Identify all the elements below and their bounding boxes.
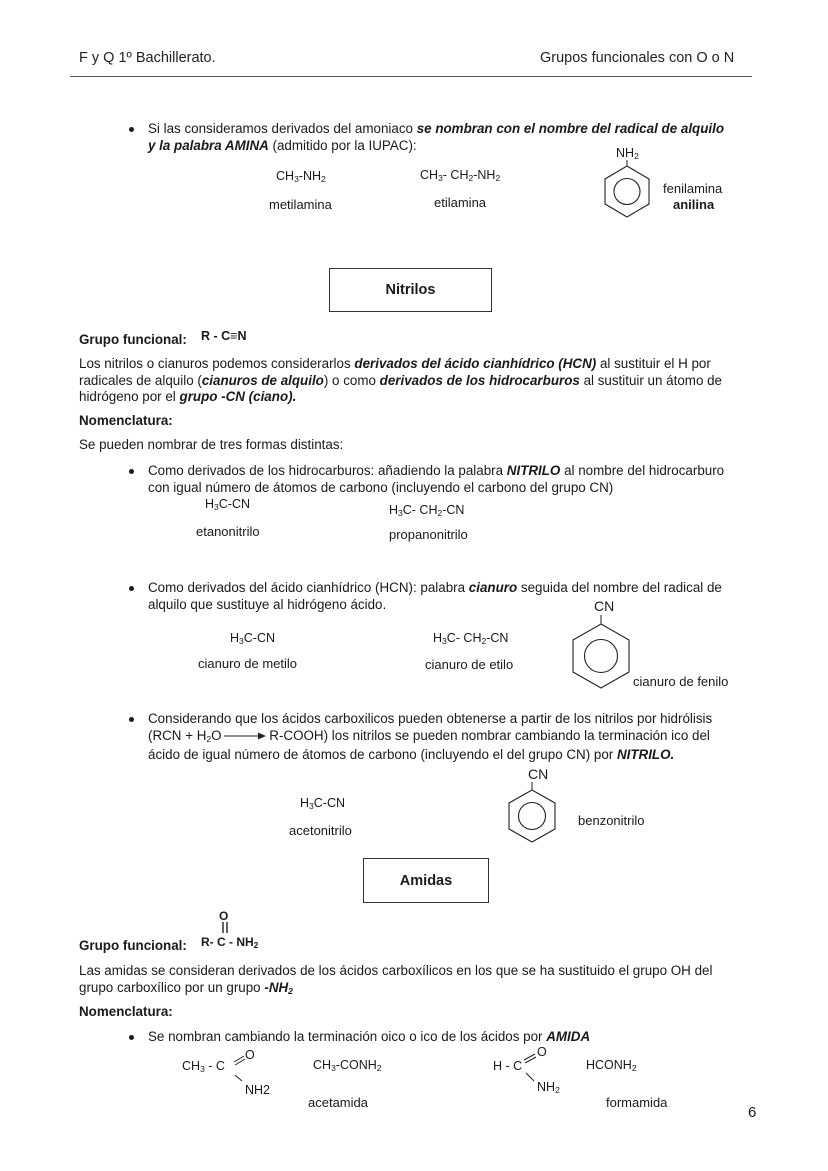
name-cianuro-fenilo: cianuro de fenilo (633, 674, 729, 689)
emphasis-text: se nombran con el nombre del radical de alquilo (416, 121, 725, 136)
grupo-funcional-formula: R- C - $NH_2$ (201, 935, 259, 950)
bullet-icon (129, 469, 134, 474)
forma2-paragraph: Como derivados del ácido cianhídrico (HCN): palabra cianuro seguida del nombre del radical de alquilo que sustituye al hidrógeno ácido. (148, 580, 722, 612)
name-acetonitrilo: acetonitrilo (289, 823, 352, 838)
grupo-funcional-formula: R - C≡N (201, 329, 247, 343)
header-left-title: F y Q 1º Bachillerato. (79, 50, 216, 66)
header-right-title: Grupos funcionales con O o N (540, 50, 735, 66)
nomenclatura-heading: Nomenclatura: (79, 1004, 173, 1019)
nitrilos-intro-paragraph: Los nitrilos o cianuros podemos considerarlos derivados del ácido cianhídrico (HCN) al sustituir el H por radicales de alquilo (cianuros de alquilo) o como derivados de los hidrocarburos al sustituir un átomo de hidrógeno por el grupo -CN (ciano). (79, 356, 723, 404)
name-etanonitrilo: etanonitrilo (196, 524, 260, 539)
acetamida-oxygen: O (245, 1048, 255, 1062)
formamida-oxygen: O (537, 1045, 547, 1059)
formula-cianuro-metilo: $H_3C-CN$ (230, 631, 276, 646)
benzene-ring-icon (571, 615, 633, 691)
emphasis-text: y la palabra AMINA (148, 137, 269, 153)
bullet-icon (129, 1035, 134, 1040)
benzene-ring-icon (600, 160, 656, 220)
double-bond-icon (221, 922, 229, 934)
name-formamida: formamida (606, 1095, 668, 1110)
name-etilamina: etilamina (434, 195, 487, 210)
formula-formamida-condensed: $HCONH_2$ (586, 1058, 637, 1073)
formula-etanonitrilo: $H_3C-CN$ (205, 497, 251, 512)
grupo-funcional-label: Grupo funcional: (79, 938, 187, 953)
bullet-icon (129, 717, 134, 722)
name-benzonitrilo: benzonitrilo (578, 813, 645, 828)
header-rule (70, 76, 752, 77)
name-cianuro-etilo: cianuro de etilo (425, 657, 514, 672)
aniline-substituent: $NH_2$ (616, 146, 639, 161)
formas-text: Se pueden nombrar de tres formas distintas: (79, 437, 344, 452)
formula-cianuro-etilo: $H_3C-$ $CH_2-CN$ (433, 631, 509, 646)
formamida-nh2: $NH_2$ (537, 1080, 560, 1095)
formula-metilamina: $CH_3-NH_2$ (276, 169, 326, 184)
amidas-bullet-paragraph: Se nombran cambiando la terminación oico o ico de los ácidos por AMIDA (148, 1029, 591, 1044)
formula-acetonitrilo: $H_3C-CN$ (300, 796, 346, 811)
bullet-icon (129, 127, 134, 132)
reaction-arrow-icon (222, 731, 266, 741)
amidas-intro-paragraph: Las amidas se consideran derivados de los ácidos carboxílicos en los que se ha sustituido el grupo OH del grupo carboxílico por un grupo $-NH_2$ (79, 963, 713, 996)
page-number: 6 (748, 1104, 757, 1121)
name-cianuro-metilo: cianuro de metilo (198, 656, 297, 671)
formula-etilamina: $CH_3-$ $CH_2-NH_2$ (420, 168, 501, 183)
formula-acetamida-condensed: $CH_3-CONH_2$ (313, 1058, 382, 1073)
bullet-icon (129, 586, 134, 591)
name-acetamida: acetamida (308, 1095, 368, 1110)
grupo-funcional-label: Grupo funcional: (79, 332, 187, 347)
forma1-paragraph: Como derivados de los hidrocarburos: añadiendo la palabra NITRILO al nombre del hidrocarburo con igual número de átomos de carbono (incluyendo el carbono del grupo CN) (148, 463, 725, 495)
acetamida-nh2: NH2 (245, 1083, 271, 1097)
text: (admitido por la IUPAC): (268, 137, 417, 153)
name-anilina: anilina (673, 197, 715, 212)
section-title-nitrilos: Nitrilos (329, 268, 492, 312)
acetamida-structure-left: $CH_3$ - C (182, 1059, 225, 1074)
benzene-substituent-cn: CN (528, 766, 549, 782)
formamida-structure-left: H - C (493, 1059, 523, 1073)
name-fenilamina: fenilamina (663, 181, 723, 196)
forma3-paragraph: Considerando que los ácidos carboxilicos pueden obtenerse a partir de los nitrilos por hidrólisis ($RCN + H_2O$ R-COOH) los nitrilos se pueden nombrar cambiando la terminación ico del ácido de igual número de átomos de carbono (incluyendo el del grupo CN) por NITRILO. (148, 711, 713, 762)
nomenclatura-heading: Nomenclatura: (79, 413, 173, 428)
formula-propanonitrilo: $H_3C-$ $CH_2-CN$ (389, 503, 465, 518)
section-title-amidas: Amidas (363, 858, 489, 903)
name-metilamina: metilamina (269, 197, 332, 212)
benzene-substituent-cn: CN (594, 598, 615, 614)
aminas-paragraph (148, 121, 758, 154)
text: Si las consideramos derivados del amoniaco (148, 121, 417, 136)
carbonyl-oxygen: O (219, 909, 229, 923)
name-propanonitrilo: propanonitrilo (389, 527, 468, 542)
benzene-ring-icon (507, 782, 557, 848)
